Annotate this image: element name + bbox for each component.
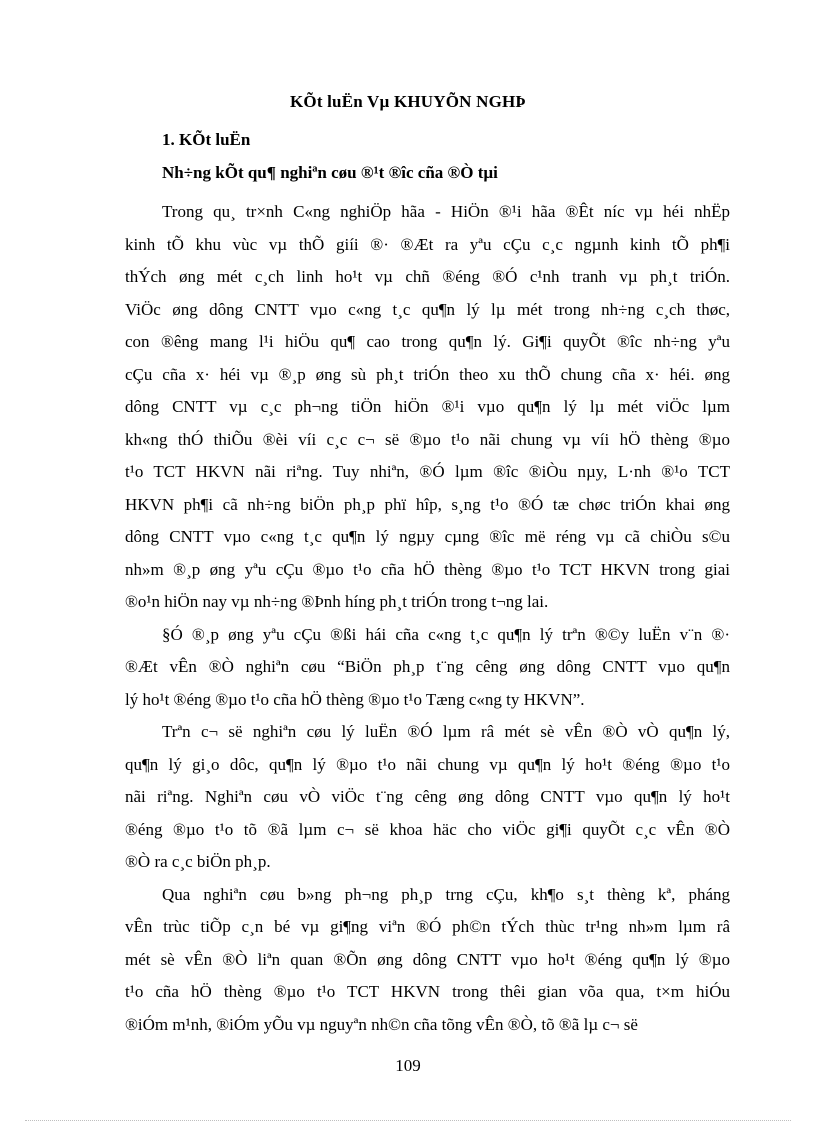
text-line: dông CNTT vµ c¸c ph¬ng tiÖn hiÖn ®¹i vµo qu¶n lý lµ mét viÖc lµm [125,397,730,416]
text-line: t¹o cña hÖ thèng ®µo t¹o TCT HKVN trong thêi gian võa qua, t×m hiÓu [125,982,730,1001]
text-line: thÝch øng mét c¸ch linh ho¹t vµ chñ ®éng ®Ó c¹nh tranh vµ ph¸t triÓn. [125,267,730,286]
text-line: nãi riªng. Nghiªn cøu vÒ viÖc t¨ng cêng øng dông CNTT vµo qu¶n lý ho¹t [125,787,730,806]
text-line: ®Ò ra c¸c biÖn ph¸p. [125,852,271,871]
text-line: ViÖc øng dông CNTT vµo c«ng t¸c qu¶n lý lµ mét trong nh÷ng c¸ch thøc, [125,299,730,319]
text-line: §Ó ®¸p øng yªu cÇu ®ßi hái cña c«ng t¸c qu¶n lý trªn ®©y luËn v¨n ®· [162,624,730,644]
text-line: Trong qu¸ tr×nh C«ng nghiÖp hãa - HiÖn ®¹i hãa ®Êt níc vµ héi nhËp [162,202,730,221]
body-text [125,196,730,1041]
paragraph [125,716,730,879]
text-line: qu¶n lý gi¸o dôc, qu¶n lý ®µo t¹o nãi chung vµ qu¶n lý ho¹t ®éng ®µo t¹o [125,754,730,774]
text-line: con ®êng mang l¹i hiÖu qu¶ cao trong qu¶n lý. Gi¶i quyÕt ®îc nh÷ng yªu [125,332,730,351]
page-title: KÕt luËn Vµ KHUYÕN NGHÞ [289,92,527,111]
text-line: ®Æt vÊn ®Ò nghiªn cøu “BiÖn ph¸p t¨ng cêng øng dông CNTT vµo qu¶n [125,657,730,676]
text-line: cÇu cña x· héi vµ ®¸p øng sù ph¸t triÓn theo xu thÕ chung cña x· héi. øng [125,364,730,384]
paragraph [125,619,730,717]
paragraph [125,196,730,619]
paragraph [125,879,730,1042]
text-line: kh«ng thÓ thiÕu ®èi víi c¸c c¬ së ®µo t¹o nãi chung vµ víi hÖ thèng ®µo [125,429,730,449]
text-line: lý ho¹t ®éng ®µo t¹o cña hÖ thèng ®µo t¹o Tæng c«ng ty HKVN”. [125,689,585,709]
page-number: 109 [395,1056,421,1075]
page-bottom-divider [25,1120,791,1121]
section-heading: 1. KÕt luËn [162,130,251,149]
text-line: mét sè vÊn ®Ò liªn quan ®Õn øng dông CNTT vµo ho¹t ®éng qu¶n lý ®µo [125,949,730,969]
text-line: kinh tÕ khu vùc vµ thÕ giíi ®· ®Æt ra yªu cÇu c¸c ngµnh kinh tÕ ph¶i [125,234,730,254]
text-line: Qua nghiªn cøu b»ng ph¬ng ph¸p trng cÇu, kh¶o s¸t thèng kª, pháng [162,884,730,904]
text-line: ®o¹n hiÖn nay vµ nh÷ng ®Þnh híng ph¸t triÓn trong t¬ng lai. [125,592,549,611]
text-line: Trªn c¬ së nghiªn cøu lý luËn ®Ó lµm râ mét sè vÊn ®Ò vÒ qu¶n lý, [162,722,730,741]
text-line: dông CNTT vµo c«ng t¸c qu¶n lý ngµy cµng ®îc më réng vµ cã chiÒu s©u [125,527,730,546]
text-line: nh»m ®¸p øng yªu cÇu ®µo t¹o cña hÖ thèng ®µo t¹o TCT HKVN trong giai [125,559,730,579]
subheading: Nh÷ng kÕt qu¶ nghiªn cøu ®¹t ®îc cña ®Ò tµi [162,163,498,182]
text-line: ®iÓm m¹nh, ®iÓm yÕu vµ nguyªn nh©n cña tõng vÊn ®Ò, tõ ®ã lµ c¬ së [125,1014,638,1034]
text-line: HKVN ph¶i cã nh÷ng biÖn ph¸p phï hîp, s¸ng t¹o ®Ó tæ chøc triÓn khai øng [125,494,730,514]
text-line: vÊn trùc tiÕp c¸n bé vµ gi¶ng viªn ®Ó ph©n tÝch thùc tr¹ng nh»m lµm râ [125,917,730,936]
text-line: t¹o TCT HKVN nãi riªng. Tuy nhiªn, ®Ó lµm ®îc ®iÒu nµy, L·nh ®¹o TCT [125,462,730,481]
text-line: ®éng ®µo t¹o tõ ®ã lµm c¬ së khoa häc cho viÖc gi¶i quyÕt c¸c vÊn ®Ò [125,819,730,839]
